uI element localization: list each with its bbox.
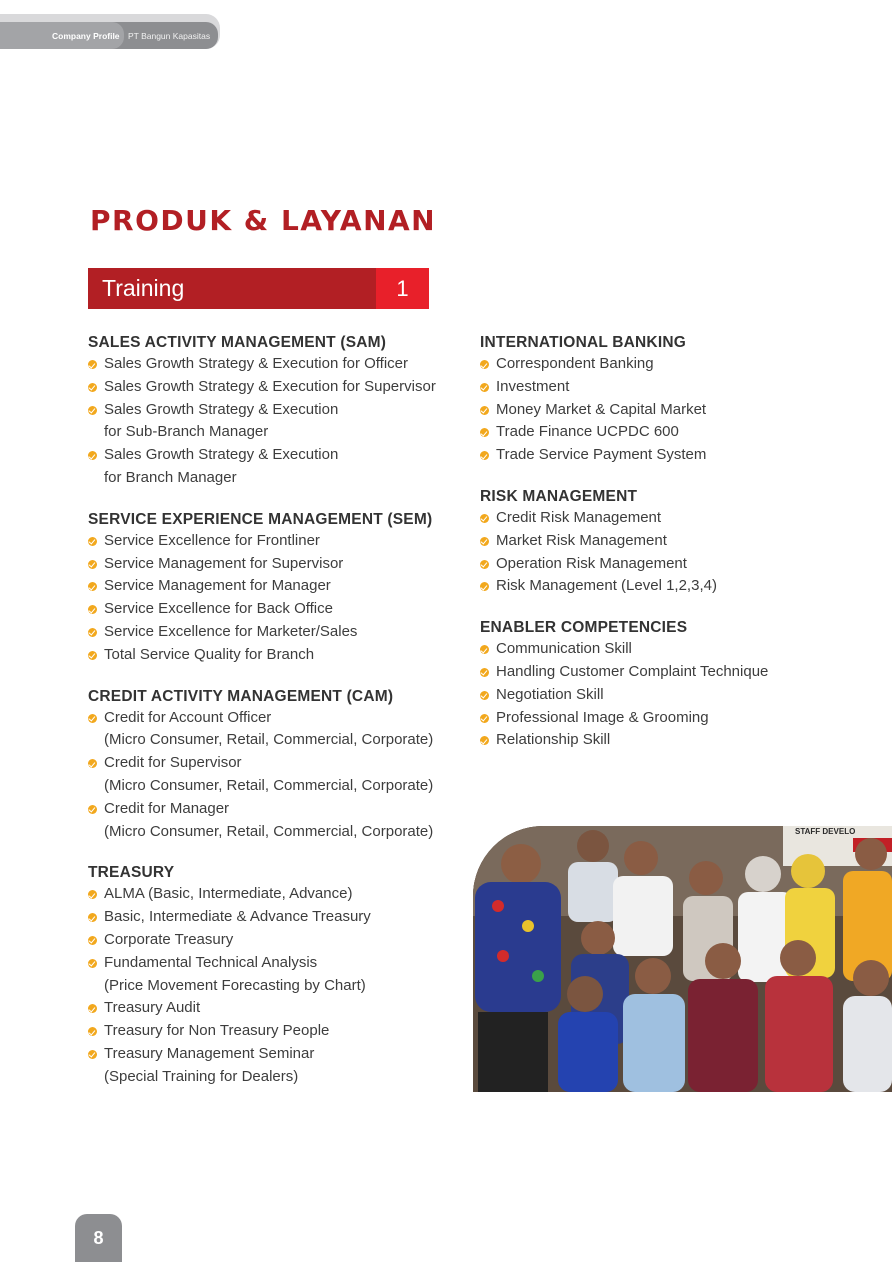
list-item: [480, 729, 880, 752]
item-text: Treasury Management Seminar: [104, 1044, 315, 1062]
item-list: [480, 353, 880, 467]
item-text: Sales Growth Strategy & Execution for Officer: [104, 355, 409, 372]
header-company-name: PT Bangun Kapasitas: [128, 30, 211, 41]
section-title: CREDIT ACTIVITY MANAGEMENT (CAM): [88, 687, 394, 705]
list-item: [88, 530, 458, 553]
category-label: Training: [102, 275, 185, 301]
check-bullet-icon: [480, 668, 489, 677]
list-item: [88, 997, 458, 1020]
header-company-profile: Company Profile: [0, 22, 124, 49]
list-item: [480, 376, 880, 399]
header-bar: [0, 22, 218, 49]
list-item: [480, 530, 880, 553]
item-text: Credit for Supervisor: [104, 754, 242, 772]
check-bullet-icon: [88, 360, 97, 369]
item-text: Handling Customer Complaint Technique: [496, 662, 769, 680]
item-text: Money Market & Capital Market: [496, 400, 707, 418]
item-text: Negotiation Skill: [496, 685, 604, 703]
item-text: Trade Finance UCPDC 600: [496, 423, 679, 441]
item-subtext: (Micro Consumer, Retail, Commercial, Corporate): [104, 776, 434, 794]
list-item: [480, 507, 880, 530]
item-text: Professional Image & Grooming: [496, 708, 709, 726]
right-column: [480, 333, 880, 772]
item-text: Relationship Skill: [496, 731, 611, 749]
check-bullet-icon: [480, 383, 489, 392]
list-item: [88, 929, 458, 952]
check-bullet-icon: [480, 514, 489, 523]
check-bullet-icon: [480, 406, 489, 415]
list-item: [88, 621, 458, 644]
item-text: Market Risk Management: [496, 531, 667, 549]
group-photo: [473, 826, 892, 1092]
item-text: Treasury for Non Treasury People: [104, 1022, 330, 1040]
item-text: Risk Management (Level 1,2,3,4): [496, 577, 717, 595]
item-text: Correspondent Banking: [496, 355, 654, 372]
item-text: Service Excellence for Frontliner: [104, 531, 320, 549]
check-bullet-icon: [88, 959, 97, 968]
list-item: [88, 444, 458, 490]
item-list: [88, 530, 458, 667]
list-item: [88, 1043, 458, 1089]
item-text: Fundamental Technical Analysis: [104, 953, 318, 971]
check-bullet-icon: [88, 936, 97, 945]
item-text: Corporate Treasury: [104, 930, 234, 948]
list-item: [88, 575, 458, 598]
section: [88, 687, 458, 844]
list-item: [480, 399, 880, 422]
item-subtext: (Special Training for Dealers): [104, 1067, 299, 1085]
item-text: Credit Risk Management: [496, 508, 662, 526]
check-bullet-icon: [480, 582, 489, 591]
item-text: Service Excellence for Back Office: [104, 600, 333, 618]
item-list: [480, 638, 880, 752]
list-item: [88, 399, 458, 445]
check-bullet-icon: [480, 714, 489, 723]
item-text: Service Management for Manager: [104, 577, 331, 595]
item-text: Basic, Intermediate & Advance Treasury: [104, 908, 371, 926]
item-list: [88, 353, 458, 490]
item-text: Sales Growth Strategy & Execution: [104, 400, 339, 418]
item-text: Treasury Audit: [104, 999, 201, 1017]
check-bullet-icon: [88, 913, 97, 922]
item-list: [480, 507, 880, 598]
item-text: Service Management for Supervisor: [104, 554, 344, 572]
list-item: [480, 553, 880, 576]
list-item: [88, 353, 458, 376]
section-title: SERVICE EXPERIENCE MANAGEMENT (SEM): [88, 510, 433, 528]
check-bullet-icon: [480, 691, 489, 700]
check-bullet-icon: [480, 560, 489, 569]
item-text: Sales Growth Strategy & Execution for Supervisor: [104, 377, 436, 395]
list-item: [88, 1020, 458, 1043]
check-bullet-icon: [480, 537, 489, 546]
item-text: Trade Service Payment System: [496, 446, 707, 464]
item-text: Sales Growth Strategy & Execution: [104, 446, 339, 464]
item-text: Operation Risk Management: [496, 554, 687, 572]
check-bullet-icon: [88, 1050, 97, 1059]
check-bullet-icon: [480, 451, 489, 460]
category-bar: [88, 268, 429, 309]
item-text: Total Service Quality for Branch: [104, 645, 315, 663]
section: [88, 863, 458, 1088]
item-text: ALMA (Basic, Intermediate, Advance): [104, 885, 353, 903]
check-bullet-icon: [88, 1004, 97, 1013]
item-subtext: for Branch Manager: [104, 468, 237, 486]
page-title: PRODUK & LAYANAN: [90, 204, 437, 237]
section: [88, 333, 458, 490]
list-item: [480, 661, 880, 684]
check-bullet-icon: [480, 645, 489, 654]
list-item: [88, 376, 458, 399]
list-item: [88, 883, 458, 906]
check-bullet-icon: [480, 360, 489, 369]
check-bullet-icon: [88, 714, 97, 723]
item-subtext: (Micro Consumer, Retail, Commercial, Corporate): [104, 731, 434, 749]
left-column: [88, 333, 458, 1109]
item-subtext: (Micro Consumer, Retail, Commercial, Corporate): [104, 822, 434, 840]
check-bullet-icon: [88, 582, 97, 591]
check-bullet-icon: [88, 759, 97, 768]
list-item: [480, 575, 880, 598]
list-item: [88, 553, 458, 576]
list-item: [480, 421, 880, 444]
check-bullet-icon: [88, 805, 97, 814]
list-item: [88, 598, 458, 621]
item-list: [88, 883, 458, 1088]
list-item: [88, 752, 458, 798]
section: [88, 510, 458, 667]
section: [480, 618, 880, 752]
item-text: Service Excellence for Marketer/Sales: [104, 622, 358, 640]
check-bullet-icon: [88, 1027, 97, 1036]
list-item: [88, 952, 458, 998]
list-item: [88, 644, 458, 667]
section-title: SALES ACTIVITY MANAGEMENT (SAM): [88, 334, 387, 351]
check-bullet-icon: [88, 651, 97, 660]
check-bullet-icon: [88, 537, 97, 546]
section: [480, 487, 880, 598]
category-number: 1: [376, 268, 429, 309]
group-photo-illustration: [473, 826, 892, 1092]
list-item: [88, 798, 458, 844]
item-text: Communication Skill: [496, 640, 632, 658]
photo-banner-text: STAFF DEVELO: [795, 827, 856, 836]
check-bullet-icon: [88, 890, 97, 899]
item-text: Credit for Account Officer: [104, 708, 272, 726]
check-bullet-icon: [88, 560, 97, 569]
check-bullet-icon: [480, 736, 489, 745]
check-bullet-icon: [88, 383, 97, 392]
list-item: [480, 353, 880, 376]
item-subtext: for Sub-Branch Manager: [104, 423, 269, 441]
item-text: Credit for Manager: [104, 799, 230, 817]
section-title: RISK MANAGEMENT: [480, 487, 638, 505]
list-item: [480, 707, 880, 730]
page-number: 8: [75, 1214, 122, 1262]
section-title: TREASURY: [88, 864, 175, 882]
section-title: INTERNATIONAL BANKING: [480, 334, 686, 351]
list-item: [480, 638, 880, 661]
item-list: [88, 707, 458, 844]
check-bullet-icon: [88, 628, 97, 637]
check-bullet-icon: [480, 428, 489, 437]
check-bullet-icon: [88, 451, 97, 460]
check-bullet-icon: [88, 406, 97, 415]
section: [480, 333, 880, 467]
list-item: [480, 684, 880, 707]
list-item: [88, 906, 458, 929]
list-item: [88, 707, 458, 753]
list-item: [480, 444, 880, 467]
item-text: Investment: [496, 377, 570, 395]
section-title: ENABLER COMPETENCIES: [480, 619, 688, 637]
item-subtext: (Price Movement Forecasting by Chart): [104, 976, 366, 994]
check-bullet-icon: [88, 605, 97, 614]
